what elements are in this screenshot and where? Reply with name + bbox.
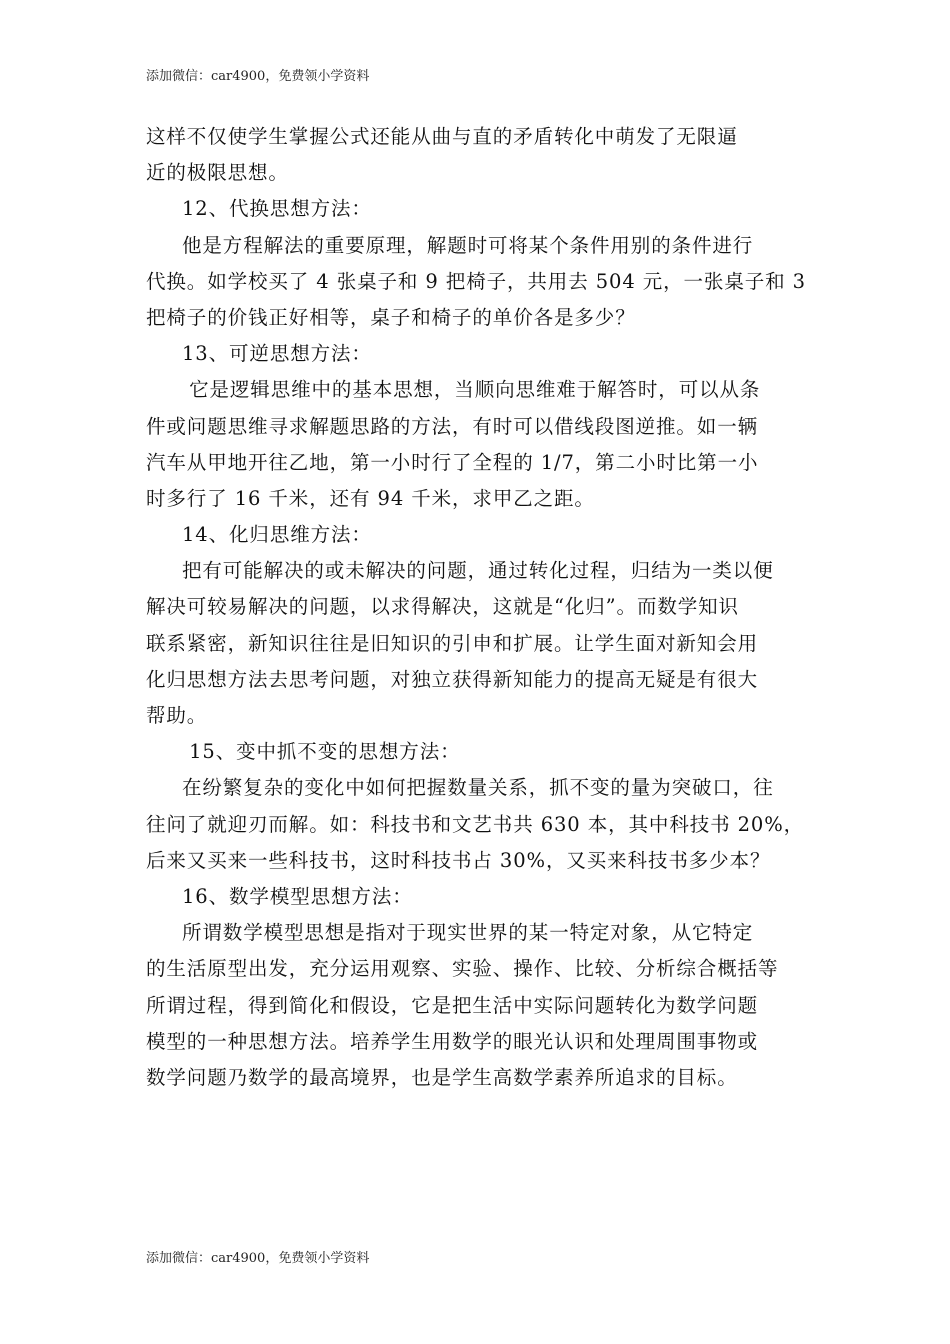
- text-line: 的生活原型出发，充分运用观察、实验、操作、比较、分析综合概括等: [146, 957, 779, 981]
- page-footer: 添加微信：car4900，免费领小学资料: [146, 1251, 370, 1266]
- text-line: 件或问题思维寻求解题思路的方法，有时可以借线段图逆推。如一辆: [146, 414, 759, 438]
- text-line: 在纷繁复杂的变化中如何把握数量关系，抓不变的量为突破口，往: [182, 776, 774, 800]
- text-line: 所谓过程，得到简化和假设，它是把生活中实际问题转化为数学问题: [146, 993, 759, 1017]
- text-line: 解决可较易解决的问题，以求得解决，这就是“化归”。而数学知识: [146, 595, 739, 619]
- page-header: 添加微信：car4900，免费领小学资料: [146, 69, 370, 84]
- section-heading: 14、化归思维方法：: [182, 523, 372, 547]
- text-line: 后来又买来一些科技书，这时科技书占 30%，又买来科技书多少本？: [146, 848, 771, 872]
- section-heading: 13、可逆思想方法：: [182, 342, 372, 366]
- text-line: 它是逻辑思维中的基本思想，当顺向思维难于解答时，可以从条: [182, 378, 761, 402]
- text-line: 化归思想方法去思考问题，对独立获得新知能力的提高无疑是有很大: [146, 667, 759, 691]
- text-line: 时多行了 16 千米，还有 94 千米，求甲乙之距。: [146, 486, 595, 510]
- text-line: 把有可能解决的或未解决的问题，通过转化过程，归结为一类以便: [182, 559, 774, 583]
- text-line: 所谓数学模型思想是指对于现实世界的某一特定对象，从它特定: [182, 921, 754, 945]
- text-line: 往问了就迎刃而解。如：科技书和文艺书共 630 本，其中科技书 20%，: [146, 812, 805, 836]
- section-heading: 16、数学模型思想方法：: [182, 884, 413, 908]
- text-line: 联系紧密，新知识往往是旧知识的引申和扩展。让学生面对新知会用: [146, 631, 759, 655]
- section-heading: 15、变中抓不变的思想方法：: [182, 740, 461, 764]
- text-line: 近的极限思想。: [146, 161, 289, 185]
- document-body: [146, 119, 812, 1096]
- text-line: 数学问题乃数学的最高境界，也是学生高数学素养所追求的目标。: [146, 1065, 738, 1089]
- text-line: 这样不仅使学生掌握公式还能从曲与直的矛盾转化中萌发了无限逼: [146, 125, 738, 148]
- text-line: 他是方程解法的重要原理，解题时可将某个条件用别的条件进行: [182, 233, 754, 257]
- section-heading: 12、代换思想方法：: [182, 197, 372, 221]
- text-line: 模型的一种思想方法。培养学生用数学的眼光认识和处理周围事物或: [146, 1029, 759, 1053]
- text-line: 帮助。: [146, 704, 208, 727]
- text-line: 汽车从甲地开往乙地，第一小时行了全程的 1/7，第二小时比第一小: [146, 450, 759, 474]
- text-line: 代换。如学校买了 4 张桌子和 9 把椅子，共用去 504 元，一张桌子和 3: [146, 269, 806, 293]
- text-line: 把椅子的价钱正好相等，桌子和椅子的单价各是多少？: [146, 305, 636, 329]
